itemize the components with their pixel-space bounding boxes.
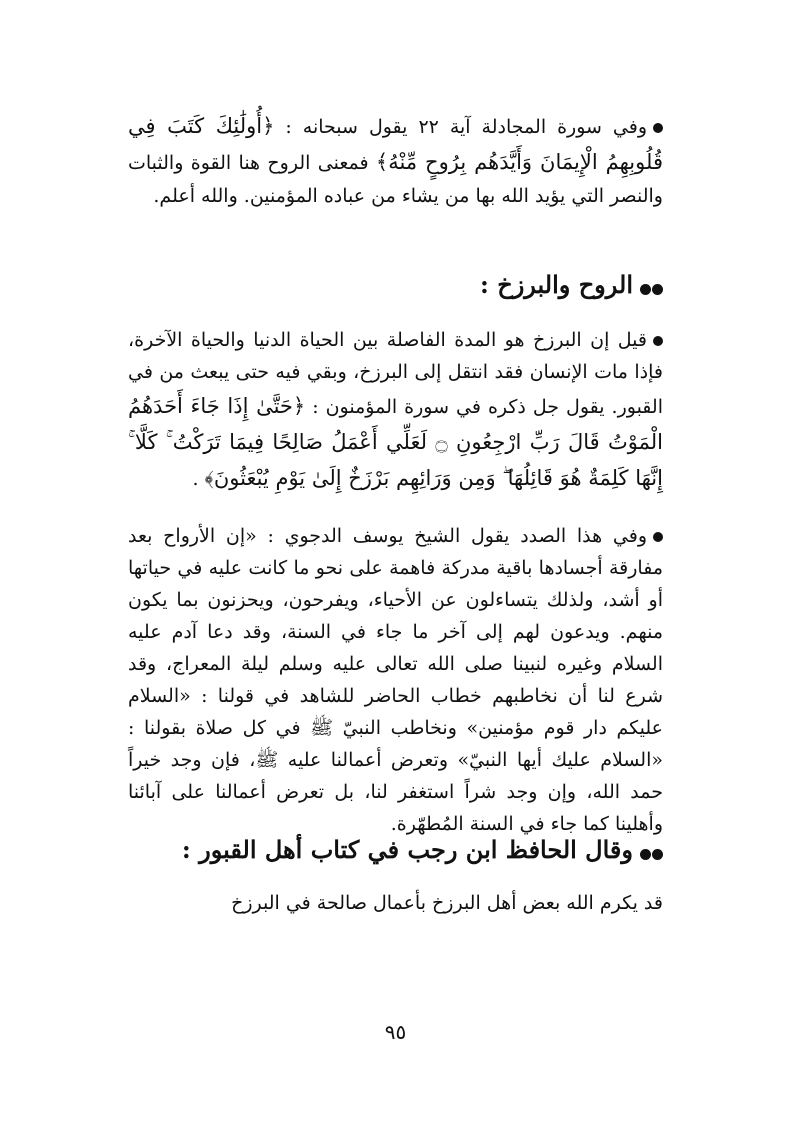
paragraph-text: قد يكرم الله بعض أهل البرزخ بأعمال صالحة في البرزخ: [231, 892, 663, 914]
book-page: [128, 108, 663, 1108]
paragraph-text: وفي هذا الصدد يقول الشيخ يوسف الدجوي : «إن الأرواح بعد مفارقة أجسادها باقية مدركة فاهمة على نحو ما كانت عليه في حياتها أو أشد، ولذلك يتساءلون عن الأحياء، ويفرحون، ويحزنون بما يكون منهم. ويدعون لهم إلى آخر ما جاء في السنة، وقد دعا آدم عليه السلام وغيره لنبينا صلى الله تعالى عليه وسلم ليلة المعراج، وقد شرع لنا أن نخاطبهم خطاب الحاضر للشاهد في قولنا : «السلام عليكم دار قوم مؤمنين» ونخاطب النبيّ ﷺ في كل صلاة بقولنا : «السلام عليك أيها النبيّ» وتعرض أعمالنا عليه ﷺ، فإن وجد خيراً حمد الله، وإن وجد شراً استغفر لنا، بل تعرض أعمالنا على آبائنا وأهلينا كما جاء في السنة المُطهّرة.: [128, 525, 663, 835]
paragraph-outro: فمعنى الروح هنا القوة والثبات والنصر التي يؤيد الله بها من يشاء من عباده المؤمنين. والله أعلم.: [128, 152, 663, 207]
paragraph-intro: قيل إن البرزخ هو المدة الفاصلة بين الحياة الدنيا والحياة الآخرة، فإذا مات الإنسان فقد انتقل إلى البرزخ، وبقي فيه حتى يبعث من في القبور. يقول جل ذكره في سورة المؤمنون :: [128, 329, 663, 418]
paragraph-ibn-rajab: [128, 887, 663, 919]
section-heading-ibn-rajab: [128, 830, 663, 872]
bullet-icon: [653, 336, 663, 346]
paragraph-outro: .: [192, 468, 205, 490]
heading-text: الروح والبرزخ :: [479, 270, 633, 299]
double-bullet-icon: [639, 832, 663, 872]
bullet-icon: [653, 123, 663, 133]
paragraph-intro: وفي سورة المجادلة آية ٢٢ يقول سبحانه :: [274, 116, 648, 138]
section-heading-barzakh: [128, 265, 663, 307]
paragraph-dajawi-quote: [128, 520, 663, 840]
paragraph-barzakh-definition: [128, 324, 663, 496]
quran-verse: ﴿حَتَّىٰ إِذَا جَاءَ أَحَدَهُمُ الْمَوْتُ قَالَ رَبِّ ارْجِعُونِ ۝ لَعَلِّي أَعْمَلُ صَالِحًا فِيمَا تَرَكْتُ ۚ كَلَّا ۚ إِنَّهَا كَلِمَةٌ هُوَ قَائِلُهَا ۖ وَمِن وَرَائِهِم بَرْزَخٌ إِلَىٰ يَوْمِ يُبْعَثُونَ﴾: [128, 394, 663, 490]
page-number: ٩٥: [384, 1020, 407, 1044]
quran-verse: ﴿أُولَٰئِكَ كَتَبَ فِي قُلُوبِهِمُ الْإِيمَانَ وَأَيَّدَهُم بِرُوحٍ مِّنْهُ﴾: [128, 114, 663, 174]
double-bullet-icon: [639, 267, 663, 307]
heading-text: وقال الحافظ ابن رجب في كتاب أهل القبور :: [181, 835, 633, 864]
bullet-icon: [653, 532, 663, 542]
paragraph-mujadala: [128, 108, 663, 212]
